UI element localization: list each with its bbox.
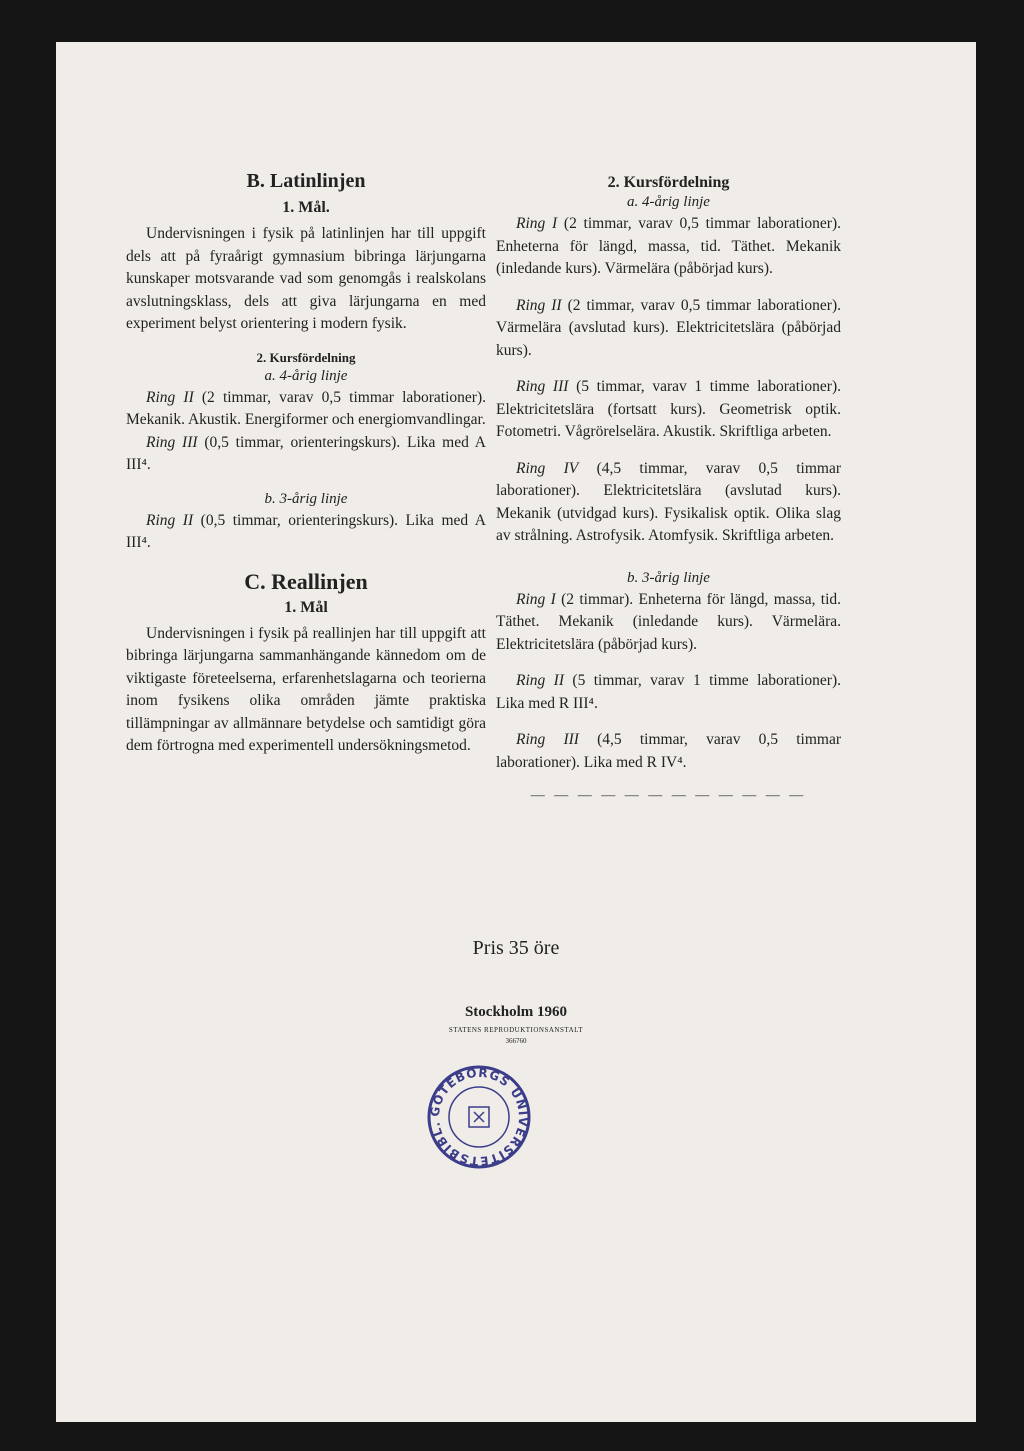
b-b-heading: b. 3-årig linje [264,490,348,507]
r-a-ring4-text: (4,5 timmar, varav 0,5 timmar laborationer). Elektricitetslära (avslutad kurs). Mekanik (utvidgad kurs). Fysikalisk optik. Olika slag av strålning. Astrofysik. Atomfysik. Skriftliga arbeten. [496,459,841,544]
print-number: 366760 [505,1037,527,1045]
price-label: Pris 35 öre [472,937,560,959]
document-page [56,42,976,1422]
r-a-ring3 [496,376,841,444]
dash-separator: — — — — — — — — — — — — [530,788,807,803]
b-goal-heading: 1. Mål. [282,199,330,216]
b-b-ring2 [126,510,486,555]
r-b-ring1-text: (2 timmar). Enheterna för längd, massa, tid. Täthet. Mekanik (inledande kurs). Värmelära. Elektricitetslära (påbörjad kurs). [496,590,842,653]
c-goal-text: Undervisningen i fysik på reallinjen har till uppgift att bibringa lärjungarna sammanhängande kännedom om de viktigaste företeelserna, erfarenhetslagarna och teorierna inom fysikens olika områden jämte praktiska tillämpningar av allmännare betydelse och samtidigt göra dem förtrogna med experimentell undersökningsmetod. [126,624,486,754]
printer-name: STATENS REPRODUKTIONSANSTALT [448,1026,584,1034]
section-b-title: B. Latinlinjen [246,170,366,192]
stamp-text: GÖTEBORGS UNIVERSITETSBIBL. [427,1065,531,1169]
r-a-ring2-text: (2 timmar, varav 0,5 timmar laborationer). Värmelära (avslutad kurs). Elektricitetslära (påbörjad kurs). [496,296,841,359]
r-a-ring3-text: (5 timmar, varav 1 timme laborationer). Elektricitetslära (fortsatt kurs). Geometrisk optik. Fotometri. Vågrörelselära. Akustik. Skriftliga arbeten. [496,378,841,440]
b-a-ring2-text: (2 timmar, varav 0,5 timmar laborationer). Mekanik. Akustik. Energiformer och energiomvandlingar. [126,388,486,428]
c-goal-heading: 1. Mål [284,598,328,616]
b-a-ring3-text: (0,5 timmar, orienteringskurs). Lika med A III⁴. [126,433,486,473]
r-a-ring2 [496,295,841,363]
r-course-heading: 2. Kursfördelning [607,174,730,191]
b-goal-text: Undervisningen i fysik på latinlinjen har till uppgift dels att på fyraårigt gymnasium bibringa lärjungarna kunskaper motsvarande vad som genomgås i realskolans avslutningsklass, dels att giva lärjungarna en med experiment belyst orientering i modern fysik. [126,225,486,332]
library-stamp [424,1062,534,1172]
r-a-ring4 [496,458,841,548]
r-a-ring1-label: Ring I [516,215,558,232]
r-a-ring1 [496,213,841,281]
b-a-ring3-label: Ring III [146,433,198,451]
section-c-title: C. Reallinjen [244,568,368,594]
r-a-ring1-text: (2 timmar, varav 0,5 timmar laborationer). Enheterna för längd, massa, tid. Täthet. Mekanik (inledande kurs). Värmelära (påbörjad kurs). [496,215,841,277]
b-a-ring3 [126,432,486,477]
r-b-heading: b. 3-årig linje [627,569,710,586]
r-a-ring3-label: Ring III [516,378,569,395]
r-a-heading: a. 4-årig linje [627,194,710,210]
r-a-ring2-label: Ring II [516,296,562,314]
b-course-heading: 2. Kursfördelning [256,349,356,365]
r-b-ring3 [496,729,841,774]
r-b-ring1 [496,589,841,657]
city-year: Stockholm 1960 [464,1004,568,1020]
b-b-ring2-text: (0,5 timmar, orienteringskurs). Lika med A III⁴. [126,511,486,551]
library-stamp-icon [424,1062,534,1172]
r-a-ring4-label: Ring IV [516,459,579,477]
r-b-ring2-text: (5 timmar, varav 1 timme laborationer). Lika med R III⁴. [496,672,841,712]
r-b-ring3-label: Ring III [516,731,579,748]
b-b-ring2-label: Ring II [146,511,194,529]
left-column [126,170,486,772]
r-b-ring1-label: Ring I [516,590,556,608]
r-b-ring2-label: Ring II [516,672,564,689]
r-b-ring2 [496,670,841,715]
b-a-ring2-label: Ring II [146,388,194,406]
b-a-heading: a. 4-årig linje [264,367,348,384]
r-b-ring3-text: (4,5 timmar, varav 0,5 timmar laborationer). Lika med R IV⁴. [496,731,842,771]
b-a-ring2 [126,387,486,432]
right-column [496,170,841,804]
